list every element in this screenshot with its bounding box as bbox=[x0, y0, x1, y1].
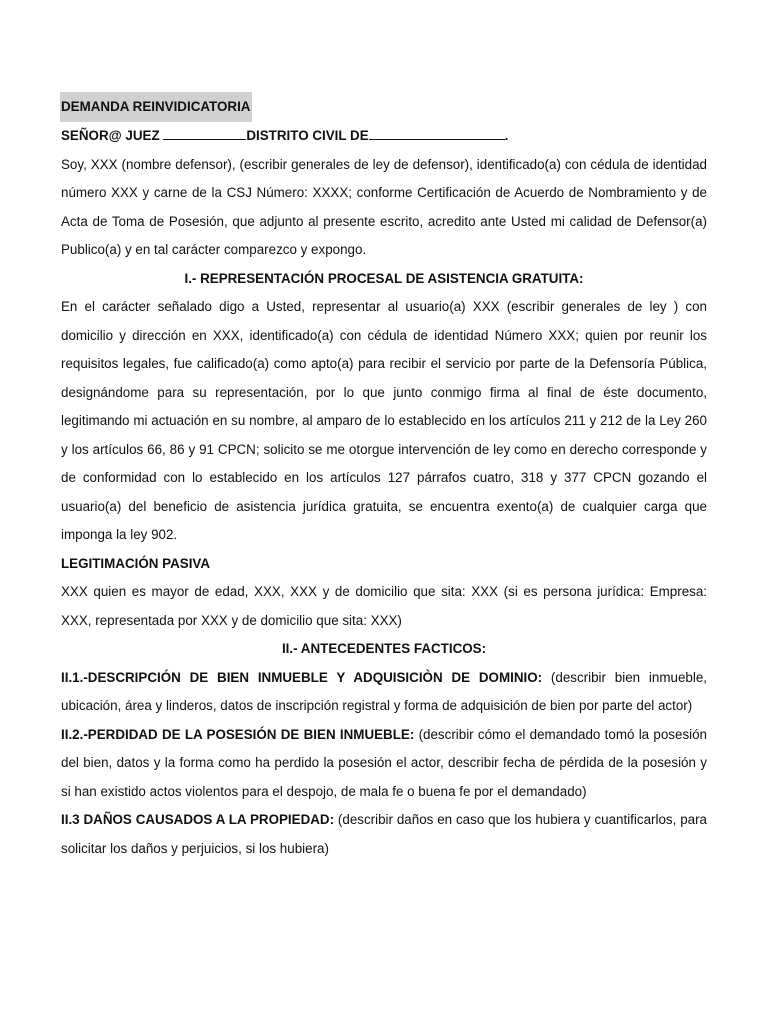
item-1-label: II.1.-DESCRIPCIÓN DE BIEN INMUEBLE Y ADQUISICIÒN DE DOMINIO: bbox=[61, 669, 543, 685]
item-2-text: (describir cómo el demandado tomó la posesión del bien, datos y la forma como ha perdido la posesión el actor, describir fecha de pérdida de la posesión y si han existido actos violentos para el despojo, de mala fe o buena fe por el demandado) bbox=[61, 726, 708, 799]
judge-name-blank bbox=[163, 128, 246, 140]
section-2-item-3 bbox=[61, 806, 707, 863]
title-row bbox=[61, 90, 707, 120]
district-name-blank bbox=[369, 128, 505, 140]
item-3-label: II.3 DAÑOS CAUSADOS A LA PROPIEDAD: bbox=[61, 812, 335, 827]
section-2-item-2 bbox=[61, 721, 707, 807]
document-page bbox=[61, 90, 707, 863]
section-2-heading: II.- ANTECEDENTES FACTICOS: bbox=[281, 641, 487, 656]
legitimacion-heading: LEGITIMACIÓN PASIVA bbox=[61, 555, 211, 571]
section-1-body: En el carácter señalado digo a Usted, representar al usuario(a) XXX (escribir generales de ley ) con domicilio y dirección en XXX, identificado(a) con cédula de identidad Número XXX; quien por reunir los requisitos legales, fue calificado(a) como apto(a) para recibir el servicio por parte de la Defensoría Pública, designándome para su representación, por lo que junto conmigo firma al final de éste documento, legitimando mi actuación en su nombre, al amparo de lo establecido en los artículos 211 y 212 de la Ley 260 y los artículos 66, 86 y 91 CPCN; solicito se me otorgue intervención de ley como en derecho corresponde y de conformidad con lo establecido en los artículos 127 párrafos cuatro, 318 y 377 CPCN gozando el usuario(a) del beneficio de asistencia jurídica gratuita, se encuentra exento(a) de cualquier carga que imponga la ley 902. bbox=[61, 299, 707, 542]
judge-prefix: SEÑOR@ JUEZ bbox=[61, 128, 164, 143]
intro-paragraph: Soy, XXX (nombre defensor), (escribir generales de ley de defensor), identificado(a) con cédula de identidad número XXX y carne de la CSJ Número: XXXX; conforme Certificación de Acuerdo de Nombramiento y de Acta de Toma de Posesión, que adjunto al presente escrito, acredito ante Usted mi calidad de Defensor(a) Publico(a) y en tal carácter comparezco y expongo. bbox=[61, 156, 707, 257]
document-title: DEMANDA REINVIDICATORIA bbox=[60, 92, 252, 122]
judge-address-line bbox=[61, 122, 707, 151]
item-3-text: (describir daños en caso que los hubiera y cuantificarlos, para solicitar los daños y perjuicios, si los hubiera) bbox=[61, 812, 707, 856]
legitimacion-body: XXX quien es mayor de edad, XXX, XXX y de domicilio que sita: XXX (si es persona jurídica: Empresa: XXX, representada por XXX y de domicilio que sita: XXX) bbox=[61, 584, 707, 628]
item-1-text: (describir bien inmueble, ubicación, área y linderos, datos de inscripción registral y forma de adquisición de bien por parte del actor) bbox=[61, 669, 707, 713]
judge-line-end: . bbox=[504, 128, 509, 143]
section-2-item-1 bbox=[61, 664, 707, 721]
item-2-label: II.2.-PERDIDAD DE LA POSESIÓN DE BIEN INMUEBLE: bbox=[61, 726, 415, 742]
section-1-heading: I.- REPRESENTACIÓN PROCESAL DE ASISTENCIA GRATUITA: bbox=[184, 270, 584, 286]
judge-district-label: DISTRITO CIVIL DE bbox=[246, 128, 369, 143]
